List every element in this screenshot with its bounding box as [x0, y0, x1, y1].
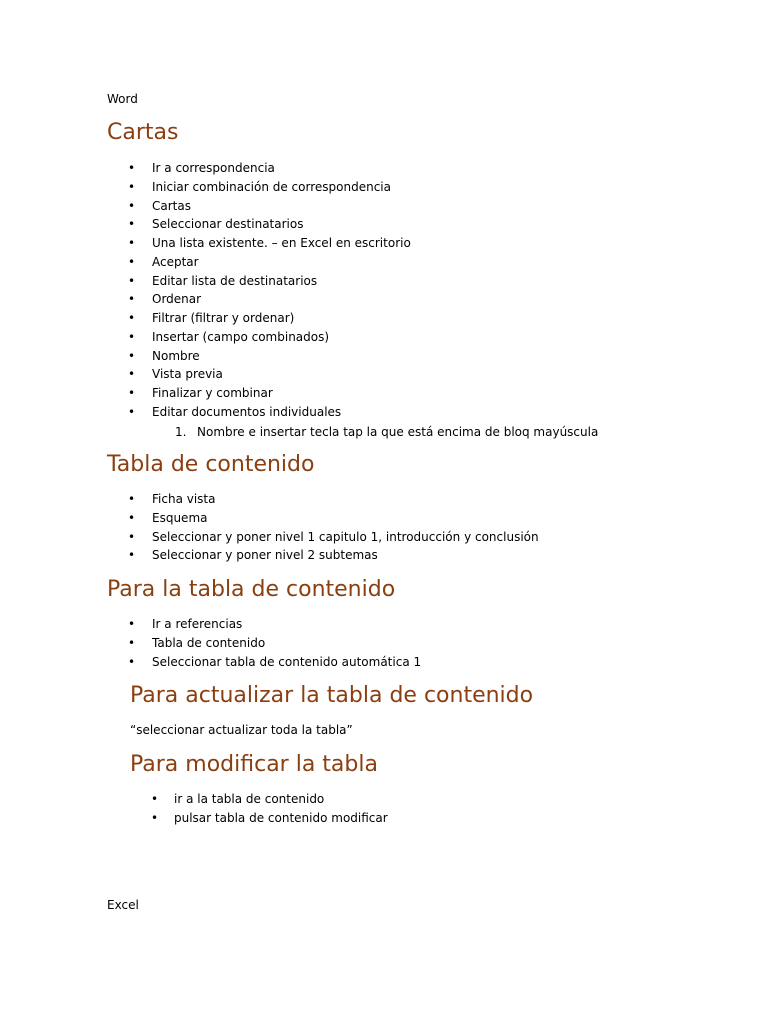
list-item-text: Ficha vista — [152, 492, 216, 506]
heading-tabla-de-contenido: Tabla de contenido — [107, 452, 315, 477]
list-item-text: Ordenar — [152, 292, 202, 307]
list-item — [107, 636, 707, 655]
numbered-item-number: 1. — [175, 425, 187, 439]
list-item-text: Editar lista de destinatarios — [152, 273, 318, 288]
list-item — [107, 405, 707, 424]
bullet-icon: • — [128, 510, 136, 525]
tabla-list — [107, 492, 707, 567]
list-item-text: Seleccionar tabla de contenido automática 1 — [152, 654, 422, 669]
list-item-text: Vista previa — [152, 367, 223, 382]
list-item-text: Editar documentos individuales — [152, 404, 342, 419]
list-item — [107, 161, 707, 180]
bullet-icon: • — [128, 529, 136, 544]
heading-cartas: Cartas — [107, 120, 179, 145]
bullet-icon: • — [128, 404, 136, 419]
list-item — [107, 492, 707, 511]
bullet-icon: • — [128, 179, 136, 194]
bullet-icon: • — [128, 161, 136, 175]
heading-para-la-tabla: Para la tabla de contenido — [107, 577, 396, 602]
bullet-icon: • — [128, 217, 136, 232]
list-item — [107, 199, 707, 218]
list-item — [107, 655, 707, 674]
bullet-icon: • — [128, 617, 136, 631]
excel-label: Excel — [107, 898, 139, 912]
list-item — [107, 548, 707, 567]
bullet-icon: • — [128, 492, 136, 506]
list-item — [107, 255, 707, 274]
list-item — [107, 292, 707, 311]
list-item-text: Esquema — [152, 510, 208, 525]
list-item-text: Seleccionar y poner nivel 1 capitulo 1, introducción y conclusión — [152, 529, 539, 544]
bullet-icon: • — [128, 386, 136, 400]
list-item-text: Aceptar — [152, 254, 199, 269]
bullet-icon: • — [128, 254, 136, 269]
bullet-icon: • — [128, 311, 136, 325]
bullet-icon: • — [128, 236, 136, 250]
list-item — [107, 792, 707, 811]
numbered-item — [175, 425, 675, 440]
bullet-icon: • — [128, 654, 136, 669]
list-item — [107, 511, 707, 530]
list-item-text: Seleccionar destinatarios — [152, 217, 304, 232]
list-item-text: ir a la tabla de contenido — [174, 792, 325, 806]
list-item — [107, 386, 707, 405]
bullet-icon: • — [128, 292, 136, 307]
heading-para-modificar: Para modificar la tabla — [130, 752, 378, 777]
list-item — [107, 330, 707, 349]
list-item — [107, 349, 707, 368]
list-item-text: Insertar (campo combinados) — [152, 329, 330, 344]
list-item-text: Cartas — [152, 198, 191, 213]
bullet-icon: • — [151, 792, 159, 806]
para-tabla-list — [107, 617, 707, 673]
modificar-list — [107, 792, 707, 830]
list-item-text: Ir a correspondencia — [152, 161, 275, 175]
word-label: Word — [107, 92, 138, 106]
list-item-text: pulsar tabla de contenido modificar — [174, 810, 388, 825]
bullet-icon: • — [128, 273, 136, 288]
list-item — [107, 311, 707, 330]
list-item — [107, 367, 707, 386]
list-item — [107, 274, 707, 293]
list-item-text: Filtrar (filtrar y ordenar) — [152, 311, 295, 325]
list-item-text: Seleccionar y poner nivel 2 subtemas — [152, 548, 378, 563]
bullet-icon: • — [128, 548, 136, 563]
list-item — [107, 811, 707, 830]
bullet-icon: • — [128, 198, 136, 213]
list-item — [107, 217, 707, 236]
bullet-icon: • — [128, 348, 136, 363]
list-item-text: Ir a referencias — [152, 617, 243, 631]
list-item-text: Iniciar combinación de correspondencia — [152, 179, 391, 194]
bullet-icon: • — [128, 367, 136, 382]
actualizar-quote: “seleccionar actualizar toda la tabla” — [130, 723, 353, 737]
list-item-text: Una lista existente. – en Excel en escritorio — [152, 236, 411, 250]
list-item-text: Finalizar y combinar — [152, 386, 273, 400]
list-item — [107, 236, 707, 255]
bullet-icon: • — [151, 810, 159, 825]
list-item-text: Tabla de contenido — [152, 635, 266, 650]
list-item — [107, 180, 707, 199]
bullet-icon: • — [128, 635, 136, 650]
heading-para-actualizar: Para actualizar la tabla de contenido — [130, 683, 534, 708]
list-item-text: Nombre — [152, 348, 200, 363]
list-item — [107, 530, 707, 549]
list-item — [107, 617, 707, 636]
numbered-item-text: Nombre e insertar tecla tap la que está encima de bloq mayúscula — [197, 425, 599, 439]
cartas-list — [107, 161, 707, 424]
bullet-icon: • — [128, 329, 136, 344]
